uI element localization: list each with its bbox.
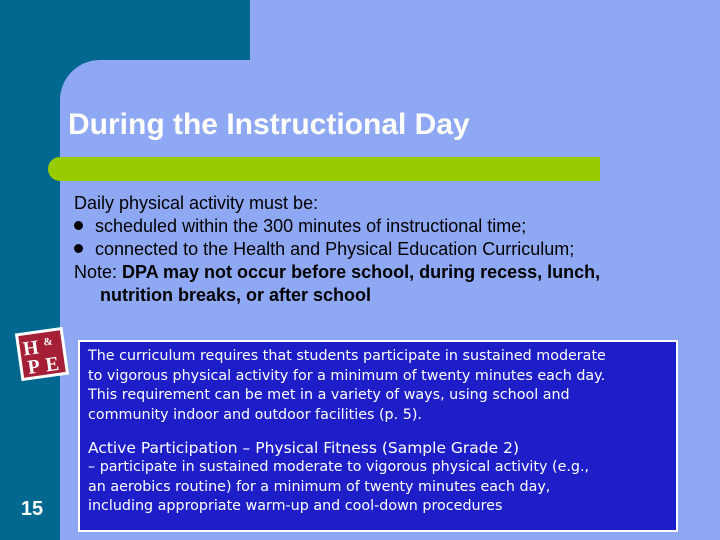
body-text bbox=[74, 192, 704, 307]
note-line bbox=[74, 261, 704, 284]
bullet-text: scheduled within the 300 minutes of instructional time; bbox=[95, 216, 527, 236]
sample-heading: Active Participation – Physical Fitness (Sample Grade 2) bbox=[88, 439, 520, 457]
hpe-logo bbox=[14, 326, 70, 382]
logo-ampersand: & bbox=[42, 335, 54, 349]
bullet-icon bbox=[74, 221, 83, 230]
logo-letter-h: H bbox=[21, 336, 41, 361]
detail-line: an aerobics routine) for a minimum of twenty minutes each day, bbox=[88, 478, 551, 495]
bullet-item bbox=[74, 215, 704, 238]
curriculum-quote-box bbox=[78, 340, 678, 532]
detail-line: including appropriate warm-up and cool-down procedures bbox=[88, 498, 503, 514]
logo-letter-p: P bbox=[26, 355, 42, 380]
curriculum-paragraph bbox=[88, 347, 670, 425]
bullet-text: connected to the Health and Physical Education Curriculum; bbox=[95, 239, 575, 259]
detail-line: – participate in sustained moderate to vigorous physical activity (e.g., bbox=[88, 459, 590, 475]
sample-detail bbox=[88, 458, 670, 517]
note-text: DPA may not occur before school, during recess, lunch, bbox=[122, 262, 601, 282]
bullet-item bbox=[74, 238, 704, 261]
paragraph-line: The curriculum requires that students participate in sustained moderate bbox=[88, 348, 606, 364]
top-band bbox=[0, 0, 250, 60]
slide-number: 15 bbox=[20, 498, 44, 520]
left-band bbox=[0, 0, 60, 540]
paragraph-line: to vigorous physical activity for a minimum of twenty minutes each day. bbox=[88, 367, 606, 384]
intro-line: Daily physical activity must be: bbox=[74, 193, 319, 213]
title-underline-bar bbox=[48, 157, 600, 181]
page-title: During the Instructional Day bbox=[68, 108, 470, 141]
bullet-icon bbox=[74, 244, 83, 253]
paragraph-line: community indoor and outdoor facilities (p. 5). bbox=[88, 406, 422, 423]
paragraph-line: This requirement can be met in a variety of ways, using school and bbox=[88, 387, 570, 403]
note-line-continued: nutrition breaks, or after school bbox=[100, 285, 372, 305]
logo-letter-e: E bbox=[44, 352, 61, 377]
note-label: Note: bbox=[74, 262, 123, 282]
